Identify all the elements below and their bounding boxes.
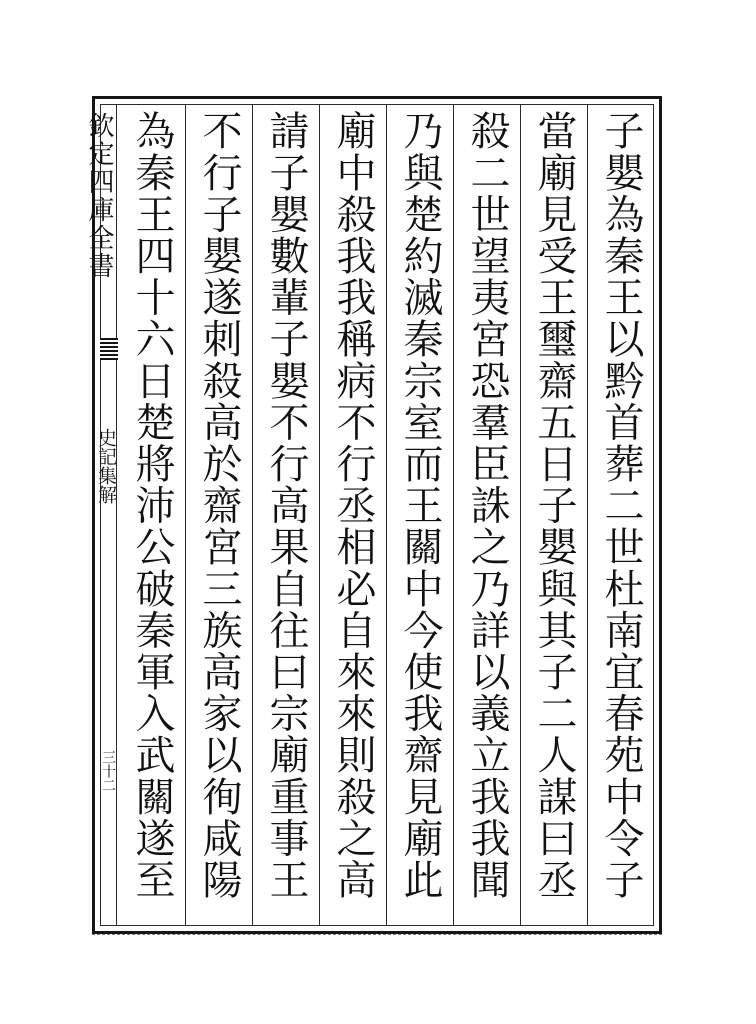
text-column-7: 不行子嬰遂刺殺高於齋宮三族高家以徇咸陽 <box>196 110 242 901</box>
margin-collection-title: 欽定四庫全書 <box>84 112 114 280</box>
bottom-dashed-rule <box>92 934 662 937</box>
text-column-2: 當廟見受王璽齋五日子嬰與其子二人謀曰丞 <box>531 110 577 901</box>
text-column-8: 為秦王四十六日楚將沛公破秦軍入武關遂至 <box>129 110 175 901</box>
text-column-5: 廟中殺我我稱病不行丞相必自來來則殺之高 <box>330 110 376 901</box>
text-column-3: 殺二世望夷宮恐羣臣誅之乃詳以義立我我聞 <box>464 110 510 901</box>
text-column-1: 子嬰為秦王以黔首葬二世杜南宜春苑中令子 <box>598 110 644 901</box>
text-column-6: 請子嬰數輩子嬰不行高果自往曰宗廟重事王 <box>263 110 309 901</box>
margin-page-number: 三十二 <box>100 750 116 792</box>
text-columns <box>118 104 654 926</box>
text-column-4: 乃與楚約滅秦宗室而王關中今使我齋見廟此 <box>397 110 443 901</box>
fish-tail-mark <box>100 338 118 360</box>
margin-book-title: 史記集解 <box>95 428 117 504</box>
